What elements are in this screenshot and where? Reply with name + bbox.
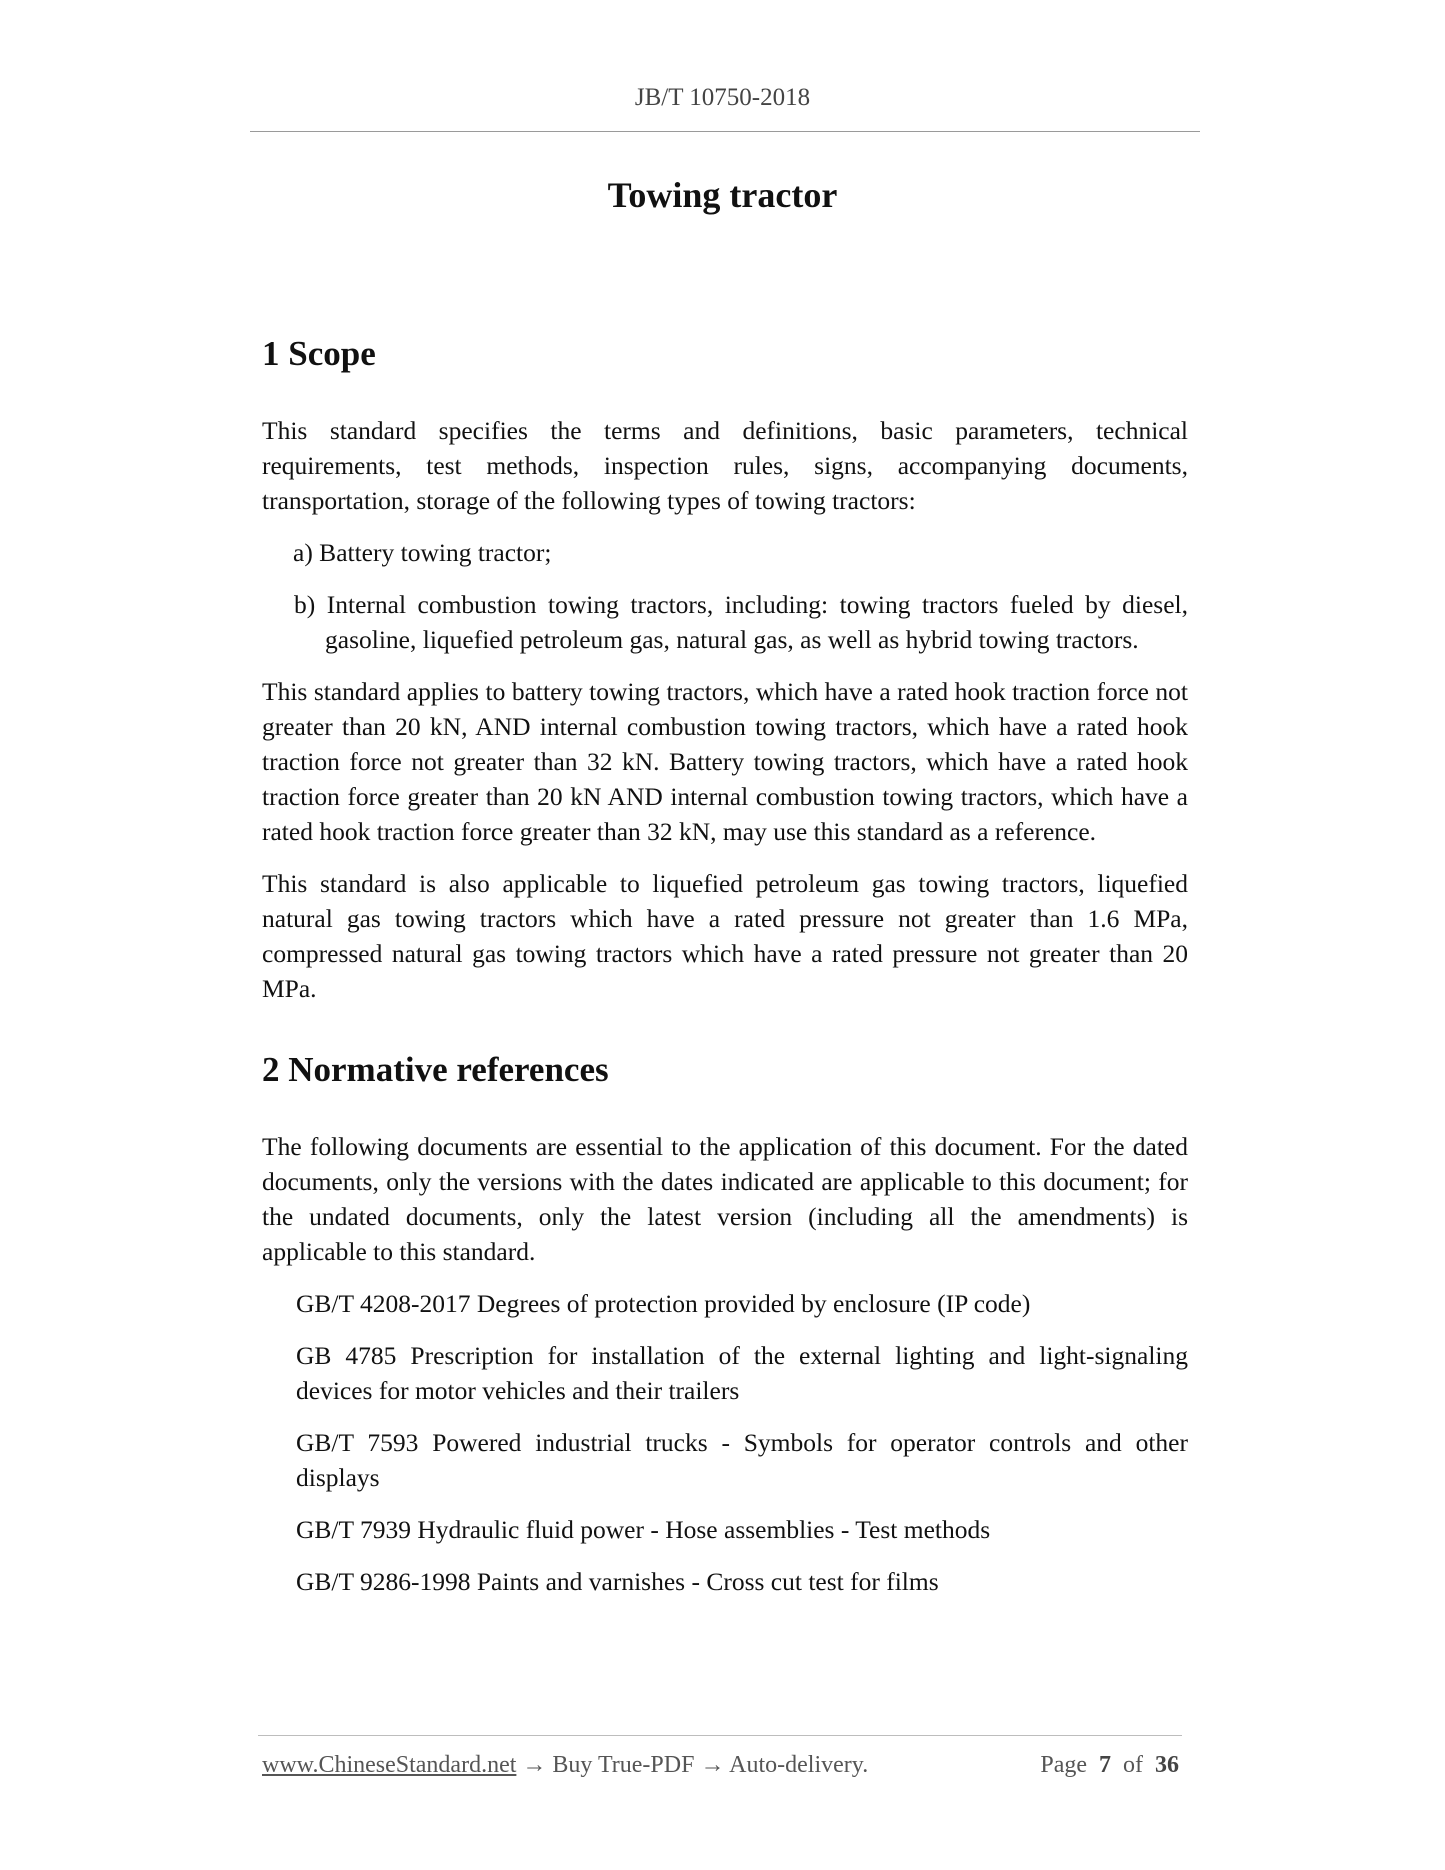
reference-item: GB 4785 Prescription for installation of the external lighting and light-signaling devices for motor vehicles and their trailers: [296, 1341, 1188, 1405]
total-page-count: 36: [1155, 1752, 1179, 1778]
page-label: Page: [1040, 1752, 1087, 1778]
document-title: Towing tractor: [607, 175, 838, 215]
references-intro-paragraph: The following documents are essential to the application of this document. For the dated documents, only the versions with the dates indicated are applicable to this document; for the undated documents, only the latest version (including all the amendments) is applicable to this standard.: [262, 1132, 1188, 1266]
reference-item: GB/T 9286-1998 Paints and varnishes - Cross cut test for films: [296, 1567, 939, 1596]
scope-intro-paragraph: This standard specifies the terms and definitions, basic parameters, technical requirements, test methods, inspection rules, signs, accompanying documents, transportation, storage of the following types of towing tractors:: [262, 416, 1188, 515]
arrow-right-icon: →: [522, 1752, 547, 1778]
section-heading-normative-references: 2 Normative references: [262, 1050, 609, 1089]
page-indicator: [1040, 1752, 1179, 1779]
footer-divider: [258, 1735, 1182, 1736]
reference-item: GB/T 7593 Powered industrial trucks - Symbols for operator controls and other displays: [296, 1428, 1188, 1492]
reference-item: GB/T 7939 Hydraulic fluid power - Hose assemblies - Test methods: [296, 1515, 991, 1544]
scope-gas-paragraph: This standard is also applicable to liquefied petroleum gas towing tractors, liquefied natural gas towing tractors which have a rated pressure not greater than 1.6 MPa, compressed natural gas towing tractors which have a rated pressure not greater than 20 MPa.: [262, 869, 1188, 1003]
header-divider: [250, 131, 1200, 132]
website-link[interactable]: www.ChineseStandard.net: [262, 1752, 517, 1778]
document-code-header: JB/T 10750-2018: [634, 84, 811, 111]
arrow-right-icon: →: [700, 1752, 725, 1778]
current-page-number: 7: [1099, 1752, 1111, 1778]
document-body: [262, 330, 1188, 1599]
footer-promo: [262, 1752, 868, 1779]
auto-delivery-text: Auto-delivery.: [729, 1752, 869, 1778]
section-heading-scope: 1 Scope: [262, 334, 376, 373]
buy-pdf-text: Buy True-PDF: [552, 1752, 695, 1778]
scope-list-item-b: b) Internal combustion towing tractors, including: towing tractors fueled by diesel, gasoline, liquefied petroleum gas, natural gas, as well as hybrid towing tractors.: [294, 590, 1188, 654]
of-label: of: [1123, 1752, 1143, 1778]
scope-list-item-a: a) Battery towing tractor;: [293, 538, 552, 567]
scope-applicability-paragraph: This standard applies to battery towing tractors, which have a rated hook traction force not greater than 20 kN, AND internal combustion towing tractors, which have a rated hook traction force not greater than 32 kN. Battery towing tractors, which have a rated hook traction force greater than 20 kN AND internal combustion towing tractors, which have a rated hook traction force greater than 32 kN, may use this standard as a reference.: [262, 677, 1188, 846]
reference-item: GB/T 4208-2017 Degrees of protection provided by enclosure (IP code): [296, 1289, 1031, 1318]
